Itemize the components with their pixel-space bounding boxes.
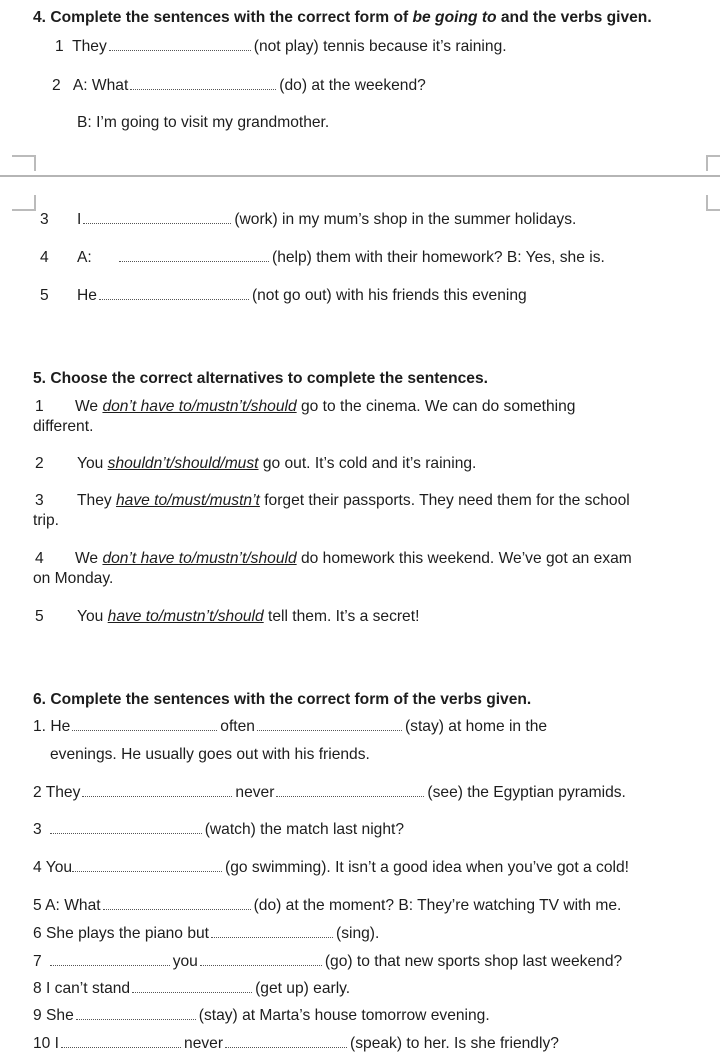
text-continuation: on Monday.: [33, 570, 114, 587]
text: (get up) early.: [255, 980, 351, 997]
exercise-line: [33, 783, 626, 803]
answer-blank[interactable]: [276, 784, 424, 797]
item-number: 1: [55, 38, 64, 55]
text: 8 I can’t stand: [33, 980, 131, 997]
text-continuation: different.: [33, 418, 94, 435]
item-number: 5: [40, 287, 49, 304]
heading-text: 4. Complete the sentences with the correct form of: [33, 9, 413, 26]
item-number: 2: [52, 77, 61, 94]
answer-blank[interactable]: [76, 1007, 196, 1020]
answer-blank[interactable]: [50, 821, 202, 834]
text: They: [72, 38, 107, 55]
heading-text: and the verbs given.: [496, 9, 652, 26]
crop-mark: [12, 155, 36, 171]
answer-blank[interactable]: [225, 1035, 347, 1048]
exercise-line: [35, 491, 630, 511]
exercise-line: [33, 952, 622, 972]
item-number: 4: [40, 249, 49, 266]
text: go out. It’s cold and it’s raining.: [258, 455, 477, 472]
text: We: [75, 550, 103, 567]
text: (do) at the moment? B: They’re watching TV with me.: [253, 897, 622, 914]
answer-blank[interactable]: [72, 718, 217, 731]
text: (sing).: [336, 925, 380, 942]
text: often: [220, 718, 255, 735]
text: 3: [33, 821, 42, 838]
section-4-heading: [33, 8, 652, 28]
exercise-line: [35, 454, 476, 474]
alternatives[interactable]: have to/must/mustn’t: [116, 492, 260, 509]
text: forget their passports. They need them for the school: [259, 492, 630, 509]
alternatives[interactable]: have to/mustn’t/should: [107, 608, 264, 625]
text: (help) them with their homework? B: Yes, she is.: [272, 249, 605, 266]
text: (work) in my mum’s shop in the summer holidays.: [234, 211, 577, 228]
answer-blank[interactable]: [50, 953, 170, 966]
exercise-line: [33, 1006, 490, 1026]
text: (see) the Egyptian pyramids.: [427, 784, 626, 801]
text-continuation: trip.: [33, 512, 59, 529]
item-number: 2: [35, 455, 44, 472]
exercise-line: [33, 896, 621, 916]
text: 10 I: [33, 1035, 60, 1052]
exercise-line: [40, 210, 576, 230]
text: They: [77, 492, 116, 509]
exercise-line: [33, 979, 350, 999]
exercise-line: [33, 1034, 559, 1054]
answer-blank[interactable]: [82, 784, 232, 797]
item-number: 4: [35, 550, 44, 567]
text: 6 She plays the piano but: [33, 925, 209, 942]
exercise-line: [55, 37, 507, 57]
text: We: [75, 398, 103, 415]
crop-mark: [706, 155, 720, 171]
text: (stay) at home in the: [404, 718, 548, 735]
answer-blank[interactable]: [83, 211, 231, 224]
item-number: 3: [40, 211, 49, 228]
exercise-line: [40, 286, 527, 306]
answer-blank[interactable]: [109, 38, 251, 51]
text: 7: [33, 953, 42, 970]
exercise-line: [33, 717, 547, 737]
answer-blank[interactable]: [132, 980, 252, 993]
text: You: [77, 608, 108, 625]
answer-blank[interactable]: [119, 249, 269, 262]
exercise-line: [35, 549, 632, 569]
answer-blank[interactable]: [211, 925, 333, 938]
text: (stay) at Marta’s house tomorrow evening.: [198, 1007, 490, 1024]
page-break-divider: [0, 175, 720, 177]
answer-blank[interactable]: [257, 718, 402, 731]
text: 9 She: [33, 1007, 74, 1024]
heading-emphasis: be going to: [412, 9, 497, 26]
text: (go) to that new sports shop last weekend?: [324, 953, 623, 970]
exercise-line: [40, 248, 605, 268]
item-number: 3: [35, 492, 44, 509]
exercise-line: [33, 924, 379, 944]
section-5-heading: 5. Choose the correct alternatives to complete the sentences.: [33, 370, 488, 387]
text-continuation: evenings. He usually goes out with his friends.: [50, 746, 370, 763]
text: you: [172, 953, 198, 970]
exercise-line: [35, 607, 419, 627]
exercise-line: [33, 820, 404, 840]
text: go to the cinema. We can do something: [296, 398, 576, 415]
item-number: 1: [35, 398, 44, 415]
exercise-line: [35, 397, 575, 417]
text: 4 You: [33, 859, 73, 876]
alternatives[interactable]: don’t have to/mustn’t/should: [102, 398, 297, 415]
text: never: [235, 784, 275, 801]
answer-blank[interactable]: [72, 859, 222, 872]
text: (not go out) with his friends this evening: [251, 287, 527, 304]
text: tell them. It’s a secret!: [263, 608, 420, 625]
exercise-line: B: I’m going to visit my grandmother.: [77, 114, 330, 131]
text: (not play) tennis because it’s raining.: [253, 38, 507, 55]
text: do homework this weekend. We’ve got an exam: [296, 550, 632, 567]
answer-blank[interactable]: [103, 897, 251, 910]
text: 1. He: [33, 718, 71, 735]
alternatives[interactable]: don’t have to/mustn’t/should: [102, 550, 297, 567]
crop-mark: [12, 195, 36, 211]
text: (speak) to her. Is she friendly?: [350, 1035, 559, 1052]
text: A: What: [72, 77, 129, 94]
exercise-line: [33, 858, 629, 878]
exercise-line: [52, 76, 426, 96]
text: (go swimming). It isn’t a good idea when you’ve got a cold!: [225, 859, 629, 876]
text: never: [184, 1035, 224, 1052]
answer-blank[interactable]: [200, 953, 322, 966]
text: He: [77, 287, 97, 304]
text: (watch) the match last night?: [204, 821, 405, 838]
text: I: [77, 211, 82, 228]
text: You: [77, 455, 108, 472]
answer-blank[interactable]: [130, 77, 276, 90]
item-number: 5: [35, 608, 44, 625]
crop-mark: [706, 195, 720, 211]
alternatives[interactable]: shouldn’t/should/must: [107, 455, 259, 472]
text: A:: [77, 249, 92, 266]
text: (do) at the weekend?: [279, 77, 426, 94]
text: 2 They: [33, 784, 81, 801]
section-6-heading: 6. Complete the sentences with the correct form of the verbs given.: [33, 691, 532, 708]
answer-blank[interactable]: [99, 287, 249, 300]
text: 5 A: What: [33, 897, 101, 914]
answer-blank[interactable]: [61, 1035, 181, 1048]
